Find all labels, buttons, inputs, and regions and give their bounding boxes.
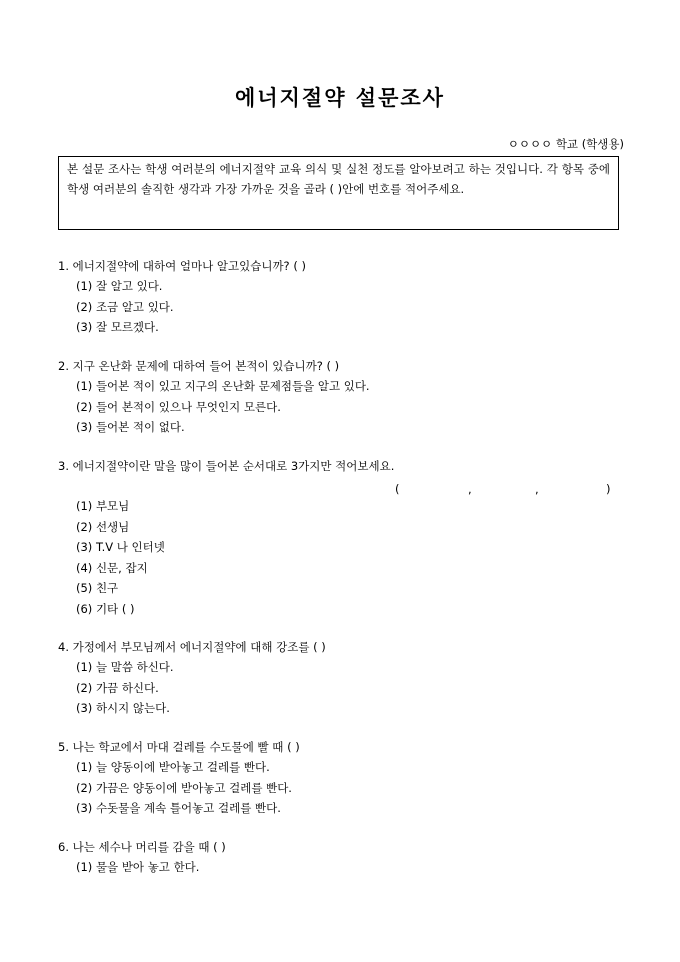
question-1 bbox=[58, 256, 306, 338]
school-line: ㅇㅇㅇㅇ 학교 (학생용) bbox=[507, 137, 624, 151]
option: (3) 들어본 적이 없다. bbox=[76, 420, 185, 434]
option: (5) 친구 bbox=[76, 581, 119, 595]
question-text: 5. 나는 학교에서 마대 걸레를 수도물에 빨 때 ( ) bbox=[58, 740, 300, 754]
option: (3) T.V 나 인터넷 bbox=[76, 540, 165, 554]
question-2 bbox=[58, 356, 370, 438]
question-text: 4. 가정에서 부모님께서 에너지절약에 대해 강조를 ( ) bbox=[58, 640, 326, 654]
option: (1) 들어본 적이 있고 지구의 온난화 문제점들을 알고 있다. bbox=[76, 379, 370, 393]
option: (3) 잘 모르겠다. bbox=[76, 320, 159, 334]
question-5 bbox=[58, 737, 300, 819]
option: (2) 조금 알고 있다. bbox=[76, 299, 174, 314]
option: (4) 신문, 잡지 bbox=[76, 560, 148, 575]
intro-box: 본 설문 조사는 학생 여러분의 에너지절약 교육 의식 및 실천 정도를 알아보려고 하는 것입니다. 각 항목 중에 학생 여러분의 솔직한 생각과 가장 가까운 것을 골라 ( )안에 번호를 적어주세요. bbox=[58, 156, 619, 230]
option: (3) 하시지 않는다. bbox=[76, 701, 170, 715]
option: (1) 부모님 bbox=[76, 499, 130, 513]
answer-blank-open: ( bbox=[395, 482, 400, 496]
question-text: 2. 지구 온난화 문제에 대하여 들어 본적이 있습니까? ( ) bbox=[58, 359, 340, 373]
page-title: 에너지절약 설문조사 bbox=[235, 85, 445, 110]
question-6 bbox=[58, 837, 226, 878]
option: (6) 기타 ( ) bbox=[76, 601, 135, 616]
option: (2) 선생님 bbox=[76, 519, 130, 534]
answer-blank-row bbox=[58, 476, 394, 496]
option: (1) 늘 말씀 하신다. bbox=[76, 660, 174, 674]
answer-blank-comma-2: , bbox=[535, 482, 539, 496]
option: (1) 물을 받아 놓고 한다. bbox=[76, 860, 200, 874]
answer-blank-close: ) bbox=[606, 482, 611, 496]
question-text: 3. 에너지절약이란 말을 많이 들어본 순서대로 3가지만 적어보세요. bbox=[58, 459, 395, 473]
option: (3) 수돗물을 계속 틀어놓고 걸레를 빤다. bbox=[76, 801, 281, 815]
option: (2) 가끔은 양동이에 받아놓고 걸레를 빤다. bbox=[76, 780, 292, 795]
question-text: 1. 에너지절약에 대하여 얼마나 알고있습니까? ( ) bbox=[58, 259, 306, 273]
question-text: 6. 나는 세수나 머리를 감을 때 ( ) bbox=[58, 840, 226, 854]
question-3 bbox=[58, 456, 394, 619]
option: (1) 늘 양동이에 받아놓고 걸레를 빤다. bbox=[76, 760, 270, 774]
option: (2) 가끔 하신다. bbox=[76, 680, 159, 695]
answer-blank-comma-1: , bbox=[468, 482, 472, 496]
question-4 bbox=[58, 637, 326, 719]
option: (1) 잘 알고 있다. bbox=[76, 279, 163, 293]
option: (2) 들어 본적이 있으나 무엇인지 모른다. bbox=[76, 399, 281, 414]
